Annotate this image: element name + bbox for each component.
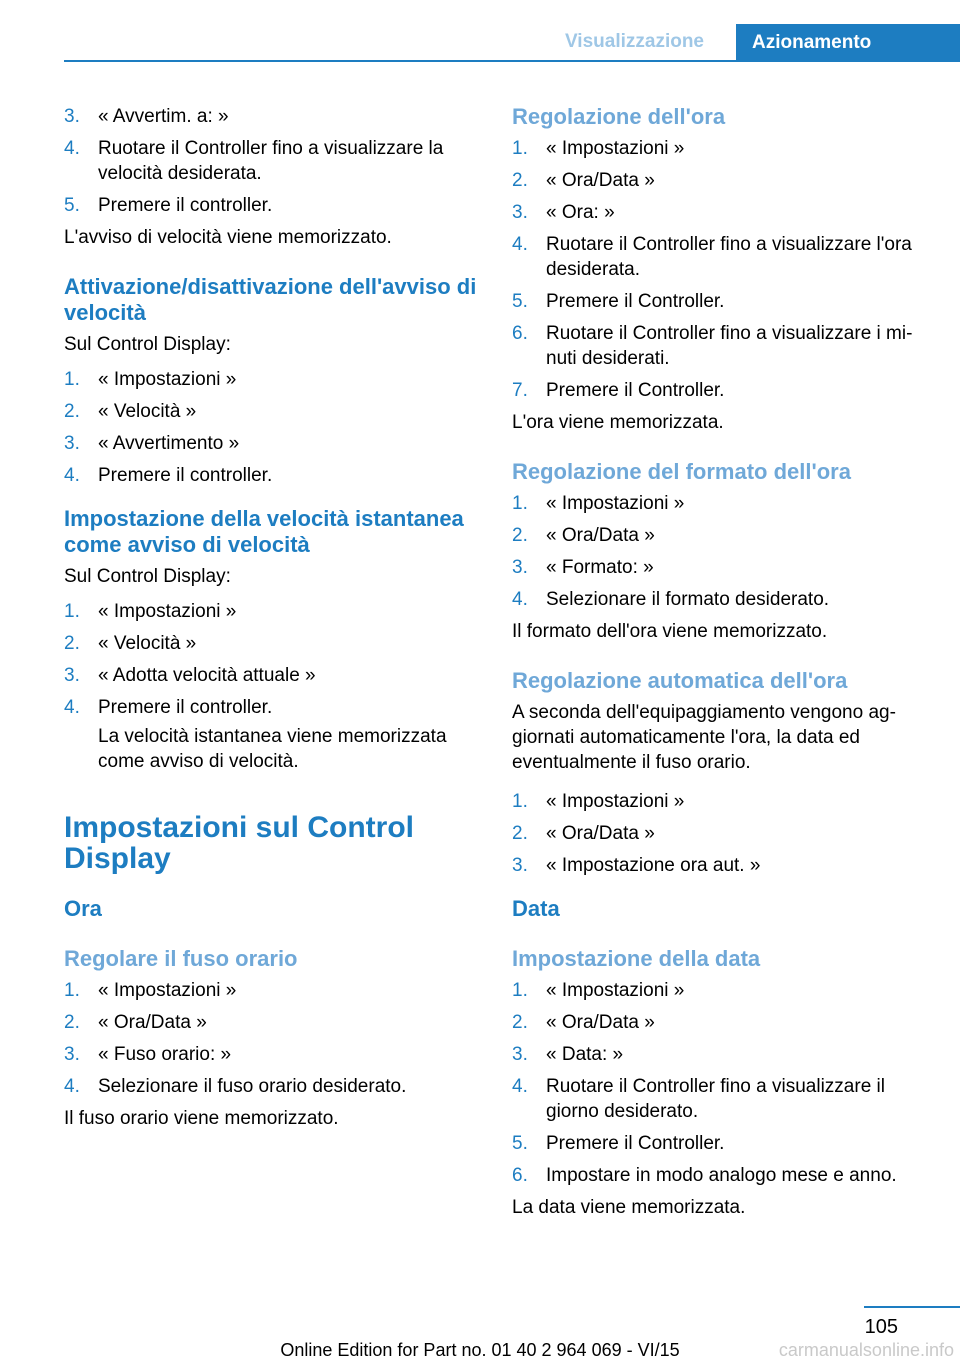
tab-azionamento[interactable]: Azionamento (736, 24, 960, 62)
list-text: Premere il Controller. (546, 380, 725, 401)
subsection-heading: Regolazione dell'ora (512, 104, 726, 129)
list-item (512, 136, 932, 161)
list-text: « Impostazioni » (546, 791, 685, 812)
paragraph: Sul Control Display: (64, 566, 231, 587)
list-text: « Impostazioni » (546, 493, 685, 514)
page-number: 105 (864, 1316, 898, 1338)
list-number: 6. (512, 323, 528, 344)
list-number: 4. (64, 138, 80, 159)
list-number: 7. (512, 380, 528, 401)
list-item (64, 136, 484, 186)
list-number: 3. (64, 1044, 80, 1065)
paragraph: L'avviso di velocità viene memorizzato. (64, 227, 392, 248)
list-number: 3. (512, 557, 528, 578)
list-text: « Impostazioni » (98, 601, 237, 622)
list-number: 1. (512, 138, 528, 159)
list-text: « Ora/Data » (546, 170, 655, 191)
list-item (512, 821, 932, 846)
list-text: « Fuso orario: » (98, 1044, 232, 1065)
list-item (512, 378, 932, 403)
list-text: Premere il controller. (98, 697, 273, 718)
paragraph: Il fuso orario viene memorizzato. (64, 1108, 339, 1129)
list-item (512, 491, 932, 516)
watermark: carmanualsonline.info (778, 1340, 954, 1360)
list-text: Selezionare il formato desiderato. (546, 589, 830, 610)
list-item (512, 789, 932, 814)
step-note: La velocità istantanea viene memorizzata come avviso di velocità. (98, 726, 447, 772)
list-text: Premere il Controller. (546, 1133, 725, 1154)
list-item (512, 978, 932, 1003)
list-text: « Impostazione ora aut. » (546, 855, 761, 876)
list-number: 4. (512, 234, 528, 255)
list-text: Ruotare il Controller fino a visualizzare l'ora desiderata. (546, 234, 912, 280)
list (512, 491, 932, 612)
list-text: « Avvertim. a: » (98, 106, 229, 127)
list-item (512, 523, 932, 548)
list (512, 978, 932, 1188)
list-number: 2. (512, 823, 528, 844)
list-number: 4. (64, 697, 80, 718)
list-number: 1. (512, 493, 528, 514)
list-item (512, 1010, 932, 1035)
list-text: « Impostazioni » (546, 138, 685, 159)
list-text: « Impostazioni » (98, 369, 237, 390)
list-number: 4. (64, 1076, 80, 1097)
subsection-heading: Regolazione del formato dell'ora (512, 459, 851, 484)
list (64, 978, 484, 1099)
list-text: Ruotare il Controller fino a visualizzare i mi‐nuti desiderati. (546, 323, 913, 369)
list-number: 2. (512, 525, 528, 546)
list-number: 3. (512, 1044, 528, 1065)
list-number: 2. (512, 170, 528, 191)
list-number: 1. (512, 980, 528, 1001)
list-number: 2. (512, 1012, 528, 1033)
list-text: Impostare in modo analogo mese e anno. (546, 1165, 897, 1186)
list-number: 3. (64, 106, 80, 127)
list-item (64, 978, 484, 1003)
list-item (64, 663, 484, 688)
list-item (512, 1163, 932, 1188)
list-number: 4. (512, 589, 528, 610)
list-text: « Ora/Data » (546, 525, 655, 546)
paragraph: Sul Control Display: (64, 334, 231, 355)
list-text: « Ora/Data » (546, 1012, 655, 1033)
list-item (64, 1042, 484, 1067)
list-item (512, 1074, 932, 1124)
list-item (64, 695, 484, 720)
list-item (512, 321, 932, 371)
list-number: 5. (512, 291, 528, 312)
list-text: « Velocità » (98, 401, 197, 422)
list-text: Premere il controller. (98, 465, 273, 486)
list-item (512, 168, 932, 193)
list-item (64, 463, 484, 488)
tab-visualizzazione[interactable]: Visualizzazione (564, 31, 704, 52)
list-item (512, 1042, 932, 1067)
list-number: 5. (64, 195, 80, 216)
list-item (64, 431, 484, 456)
list-number: 3. (64, 433, 80, 454)
list-number: 1. (512, 791, 528, 812)
list-text: « Ora: » (546, 202, 615, 223)
list-text: Ruotare il Controller fino a visualizzare il giorno desiderato. (546, 1076, 885, 1122)
subsection-heading: Regolazione automatica dell'ora (512, 668, 848, 693)
list-item (512, 1131, 932, 1156)
list-item (64, 1074, 484, 1099)
list-number: 4. (64, 465, 80, 486)
list (512, 136, 932, 403)
edition-footer: Online Edition for Part no. 01 40 2 964 069 - VI/15 (280, 1340, 680, 1360)
list-text: « Velocità » (98, 633, 197, 654)
list-text: « Avvertimento » (98, 433, 240, 454)
paragraph: Il formato dell'ora viene memorizzato. (512, 621, 828, 642)
list-text: « Ora/Data » (98, 1012, 207, 1033)
list-number: 6. (512, 1165, 528, 1186)
list-item (512, 232, 932, 282)
list-item (512, 555, 932, 580)
list-item (64, 367, 484, 392)
list-text: Selezionare il fuso orario desiderato. (98, 1076, 407, 1097)
list-text: Premere il controller. (98, 195, 273, 216)
paragraph: La data viene memorizzata. (512, 1197, 746, 1218)
list-item (64, 193, 484, 218)
footer-rule (864, 1306, 960, 1308)
list-item (64, 1010, 484, 1035)
list-number: 1. (64, 369, 80, 390)
list (64, 367, 484, 488)
list-item (64, 631, 484, 656)
list (64, 599, 484, 720)
list-text: Ruotare il Controller fino a visualizzare la velocità desiderata. (98, 138, 444, 184)
list-number: 3. (64, 665, 80, 686)
list-number: 3. (512, 855, 528, 876)
subsection-heading: Regolare il fuso orario (64, 946, 298, 971)
paragraph: L'ora viene memorizzata. (512, 412, 724, 433)
right-column (512, 104, 932, 1220)
section-heading: Attivazione/disattivazione dell'avviso di velocità (64, 274, 477, 325)
list-text: « Data: » (546, 1044, 624, 1065)
subsection-heading: Impostazione della data (512, 946, 761, 971)
list-number: 2. (64, 1012, 80, 1033)
list-text: « Ora/Data » (546, 823, 655, 844)
list-number: 1. (64, 601, 80, 622)
list-item (64, 104, 484, 129)
list-item (64, 599, 484, 624)
list-text: « Adotta velocità attuale » (98, 665, 316, 686)
list (64, 104, 484, 218)
list-item (64, 399, 484, 424)
chapter-heading: Impostazioni sul Control Display (64, 811, 414, 875)
list-item (512, 200, 932, 225)
list-text: « Impostazioni » (98, 980, 237, 1001)
list-number: 2. (64, 401, 80, 422)
paragraph: A seconda dell'equipaggiamento vengono ag‐giornati automaticamente l'ora, la data ed eventualmente il fuso orario. (512, 702, 896, 773)
list-text: Premere il Controller. (546, 291, 725, 312)
list-text: « Formato: » (546, 557, 654, 578)
list-item (512, 587, 932, 612)
list-item (512, 289, 932, 314)
list-number: 5. (512, 1133, 528, 1154)
list-number: 1. (64, 980, 80, 1001)
list-number: 3. (512, 202, 528, 223)
list-number: 2. (64, 633, 80, 654)
list-item (512, 853, 932, 878)
section-heading: Impostazione della velocità istantanea come avviso di velocità (64, 506, 464, 557)
list-number: 4. (512, 1076, 528, 1097)
list (512, 789, 932, 878)
list-text: « Impostazioni » (546, 980, 685, 1001)
left-column (64, 104, 484, 1131)
section-heading: Data (512, 896, 560, 921)
section-heading: Ora (64, 896, 102, 921)
